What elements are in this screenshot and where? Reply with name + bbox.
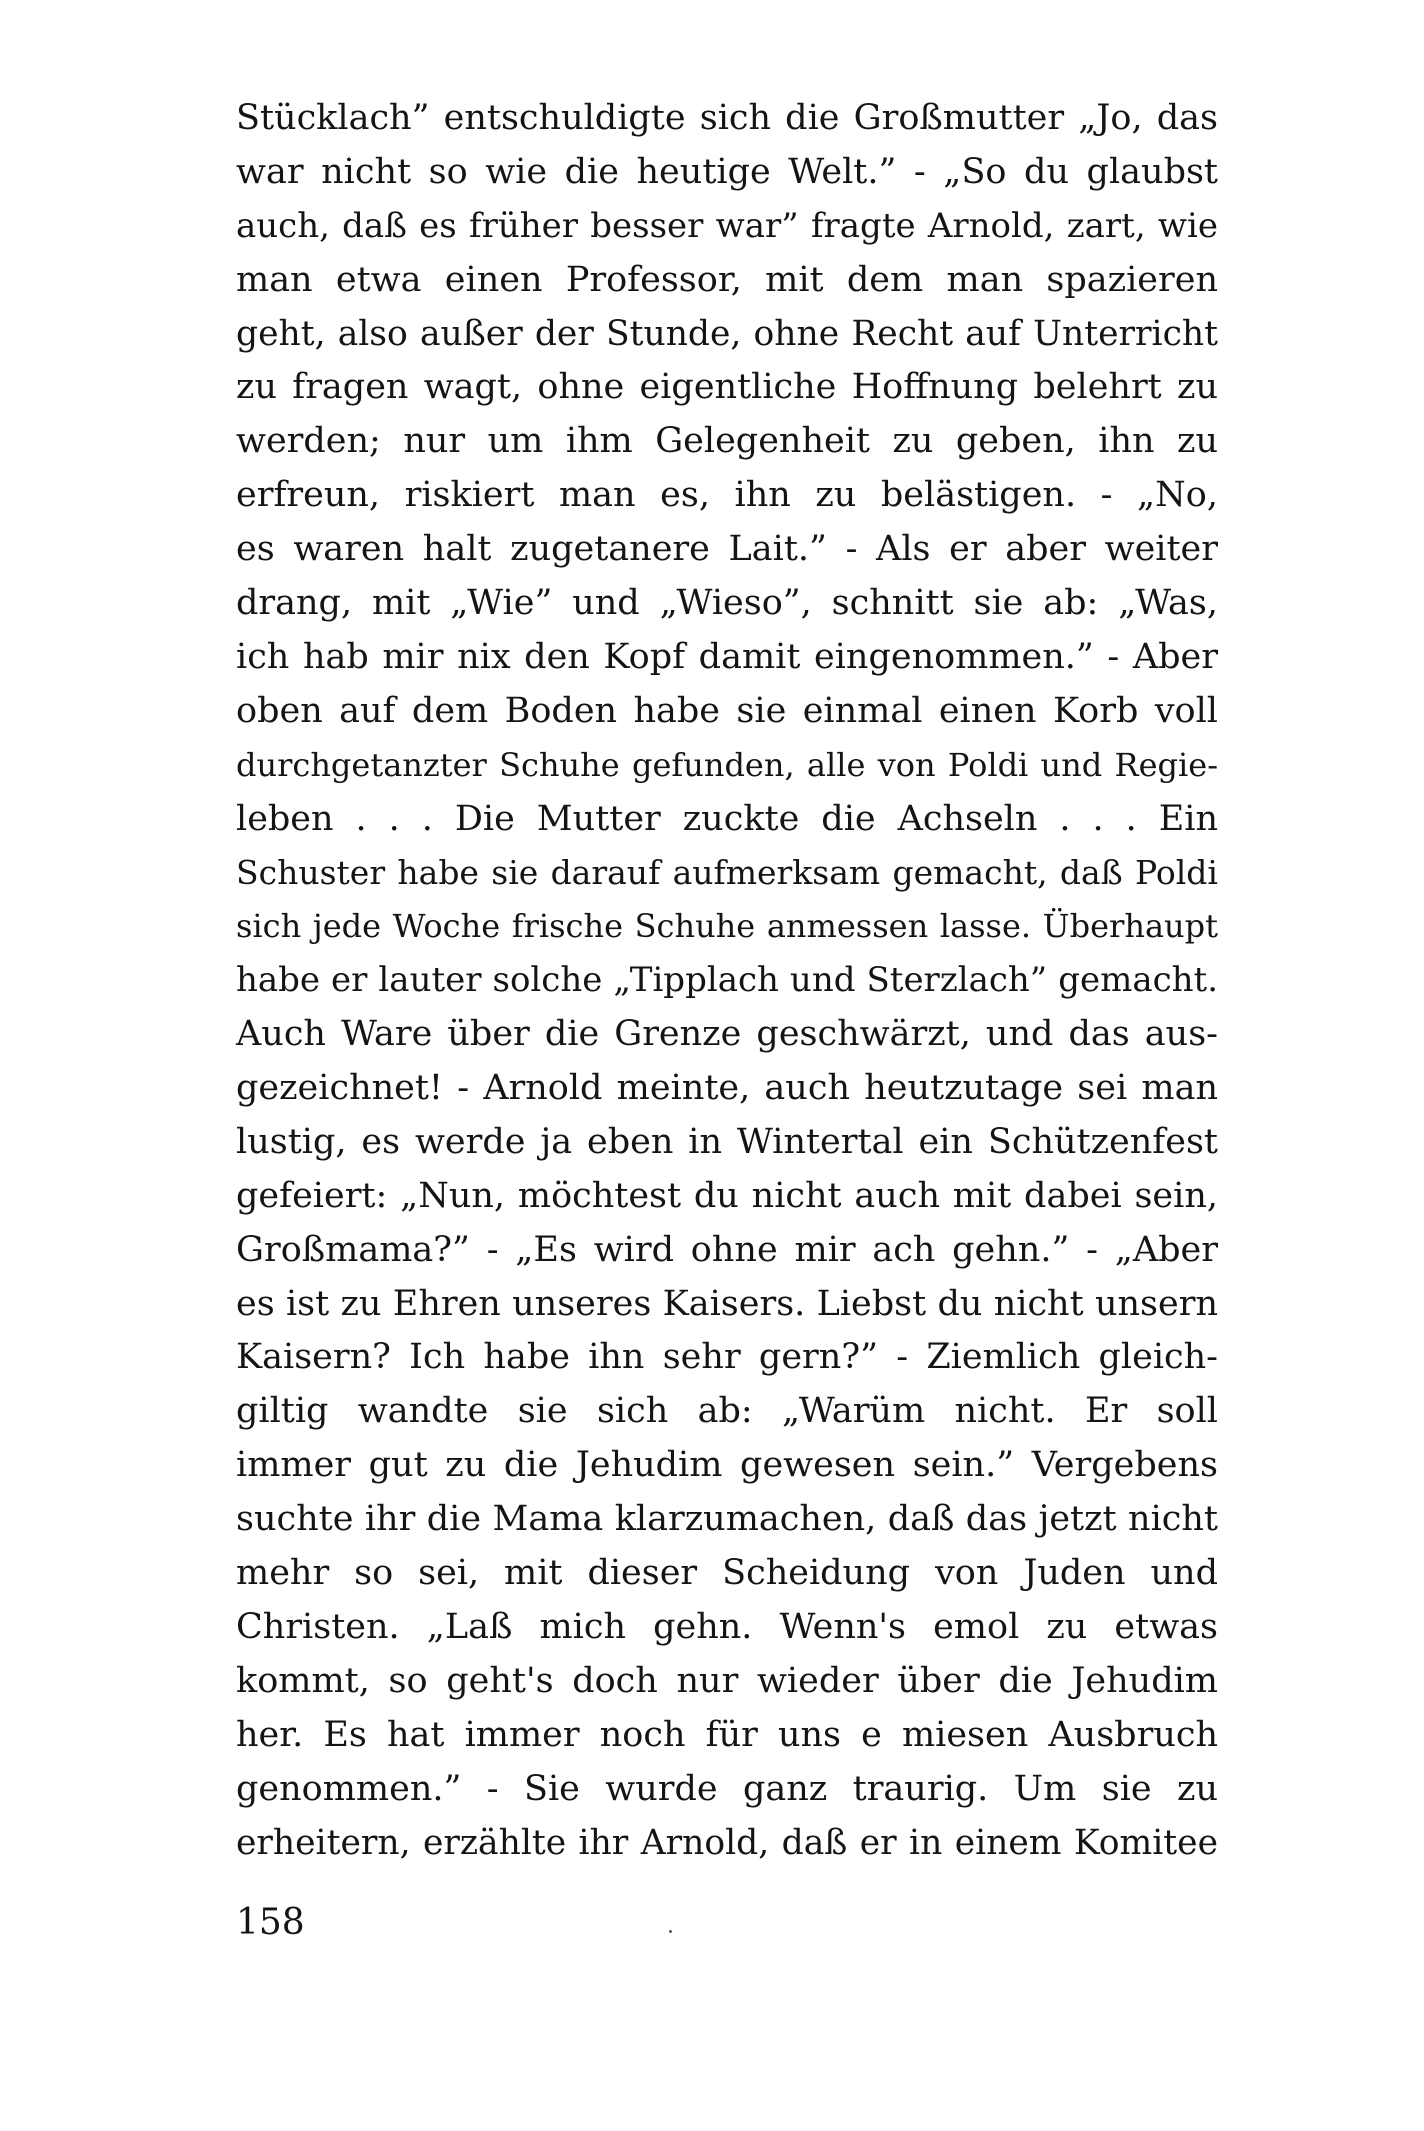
text-line: es ist zu Ehren unseres Kaisers. Liebst du nicht unsern: [236, 1283, 1218, 1324]
text-line: giltig wandte sie sich ab: „Warüm nicht. Er soll: [236, 1391, 1218, 1432]
text-line: Kaisern? Ich habe ihn sehr gern?” - Ziemlich gleich-: [236, 1337, 1218, 1378]
text-line: lustig, es werde ja eben in Wintertal ein Schützenfest: [236, 1121, 1218, 1162]
text-line: habe er lauter solche „Tipplach und Sterzlach” gemacht.: [236, 960, 1218, 1001]
text-line: ich hab mir nix den Kopf damit eingenommen.” - Aber: [236, 636, 1218, 677]
text-line: Christen. „Laß mich gehn. Wenn's emol zu etwas: [236, 1606, 1218, 1647]
text-line: drang, mit „Wie” und „Wieso”, schnitt sie ab: „Was,: [236, 583, 1218, 624]
text-line: genommen.” - Sie wurde ganz traurig. Um sie zu: [236, 1768, 1218, 1809]
text-line: es waren halt zugetanere Lait.” - Als er aber weiter: [236, 529, 1218, 570]
text-line: durchgetanzter Schuhe gefunden, alle von Poldi und Regie-: [236, 745, 1218, 784]
text-line: Großmama?” - „Es wird ohne mir ach gehn.” - „Aber: [236, 1229, 1218, 1270]
text-line: gefeiert: „Nun, möchtest du nicht auch mit dabei sein,: [236, 1175, 1218, 1216]
text-line: erheitern, erzählte ihr Arnold, daß er in einem Komitee: [236, 1822, 1218, 1863]
text-line: erfreun, riskiert man es, ihn zu belästigen. - „No,: [236, 475, 1218, 516]
text-line: geht, also außer der Stunde, ohne Recht auf Unterricht: [236, 313, 1218, 354]
text-line: sich jede Woche frische Schuhe anmessen lasse. Überhaupt: [236, 907, 1218, 946]
text-line: Schuster habe sie darauf aufmerksam gemacht, daß Poldi: [236, 853, 1218, 893]
text-line: werden; nur um ihm Gelegenheit zu geben, ihn zu: [236, 421, 1218, 462]
text-line: Auch Ware über die Grenze geschwärzt, und das aus-: [236, 1014, 1218, 1055]
text-line: auch, daß es früher besser war” fragte Arnold, zart, wie: [236, 205, 1218, 246]
text-line: man etwa einen Professor, mit dem man spazieren: [236, 259, 1218, 300]
text-line: her. Es hat immer noch für uns e miesen Ausbruch: [236, 1714, 1218, 1755]
text-line: immer gut zu die Jehudim gewesen sein.” Vergebens: [236, 1445, 1218, 1486]
text-line: gezeichnet! - Arnold meinte, auch heutzutage sei man: [236, 1068, 1218, 1109]
text-line: kommt, so geht's doch nur wieder über die Jehudim: [236, 1660, 1218, 1701]
text-line: oben auf dem Boden habe sie einmal einen Korb voll: [236, 690, 1218, 731]
text-line: mehr so sei, mit dieser Scheidung von Juden und: [236, 1553, 1218, 1594]
page-number: 158: [236, 1902, 305, 1943]
text-line: war nicht so wie die heutige Welt.” - „So du glaubst: [236, 151, 1218, 192]
text-line: zu fragen wagt, ohne eigentliche Hoffnung belehrt zu: [236, 367, 1218, 408]
print-speck: [669, 1930, 672, 1933]
text-line: leben . . . Die Mutter zuckte die Achseln . . . Ein: [236, 798, 1218, 839]
text-line: Stücklach” entschuldigte sich die Großmutter „Jo, das: [236, 98, 1218, 138]
text-line: suchte ihr die Mama klarzumachen, daß das jetzt nicht: [236, 1499, 1218, 1540]
body-text: [236, 92, 1218, 1870]
